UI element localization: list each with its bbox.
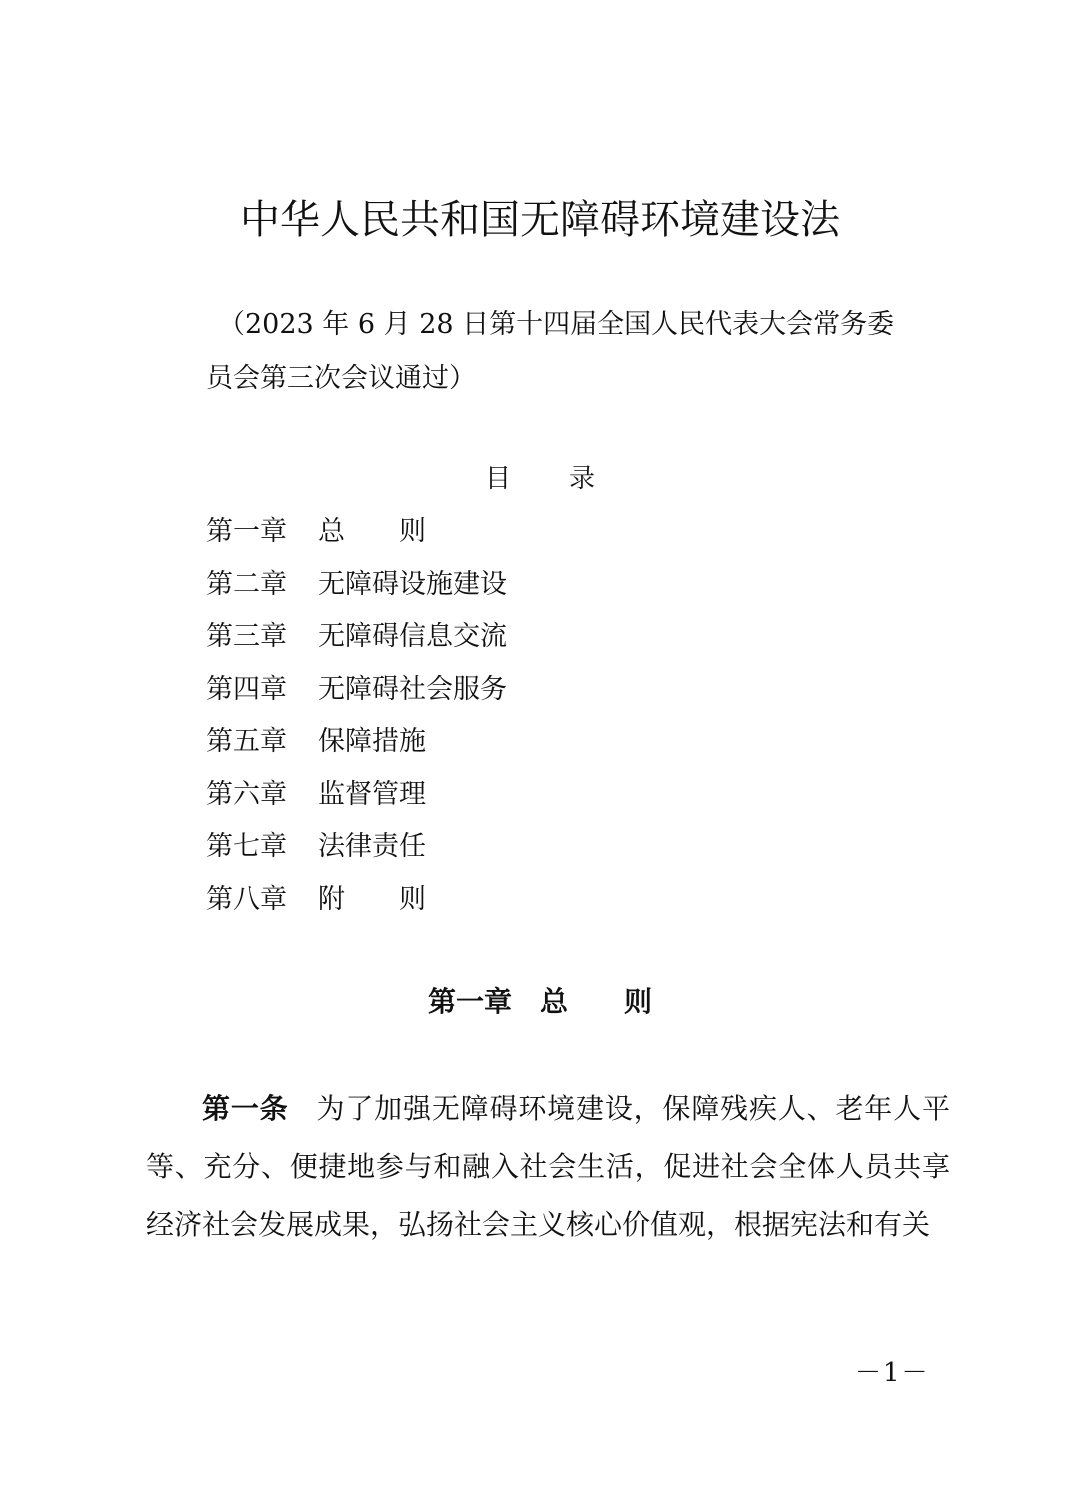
toc-chapter-name: 附 则	[318, 883, 426, 915]
toc-chapter-name: 无障碍设施建设	[318, 568, 507, 600]
document-title: 中华人民共和国无障碍环境建设法	[240, 197, 840, 243]
page-number: －1－	[855, 1358, 930, 1388]
toc-heading-right: 录	[569, 464, 596, 494]
toc-chapter: 第八章	[206, 883, 287, 915]
chapter-heading-name: 总 则	[540, 985, 653, 1018]
toc-item-6	[206, 769, 507, 822]
article-label: 第一条	[202, 1092, 289, 1125]
toc-chapter: 第六章	[206, 778, 287, 810]
article-1	[146, 1080, 950, 1254]
toc-chapter-name: 无障碍信息交流	[318, 621, 507, 652]
toc-heading-left: 目	[484, 464, 511, 494]
article-text: 为了加强无障碍环境建设，保障残疾人、老年人平等、充分、便捷地参与和融入社会生活，促进社会全体人员共享经济社会发展成果，弘扬社会主义核心价值观，根据宪法和有关	[146, 1092, 950, 1241]
chapter-heading	[0, 980, 1080, 1020]
toc-heading	[0, 458, 1080, 495]
toc-chapter-name: 无障碍社会服务	[318, 673, 507, 705]
toc-chapter-name: 总 则	[318, 516, 426, 547]
toc-chapter-name: 法律责任	[318, 831, 426, 862]
toc-item-5	[206, 716, 507, 769]
toc-item-7	[206, 821, 507, 874]
toc-item-2	[206, 559, 507, 612]
table-of-contents	[206, 506, 507, 926]
toc-chapter: 第五章	[206, 726, 287, 757]
toc-item-4	[206, 664, 507, 717]
adoption-note: （2023 年 6 月 28 日第十四届全国人民代表大会常务委员会第三次会议通过）	[206, 309, 895, 394]
toc-item-3	[206, 611, 507, 664]
toc-chapter: 第四章	[206, 673, 287, 705]
toc-chapter: 第三章	[206, 621, 287, 652]
toc-chapter-name: 保障措施	[318, 726, 426, 757]
toc-item-1	[206, 506, 507, 559]
toc-chapter-name: 监督管理	[318, 778, 426, 810]
toc-chapter: 第七章	[206, 831, 287, 862]
toc-chapter: 第二章	[206, 568, 287, 600]
toc-chapter: 第一章	[206, 516, 287, 547]
chapter-heading-number: 第一章	[427, 985, 512, 1018]
toc-item-8	[206, 874, 507, 927]
